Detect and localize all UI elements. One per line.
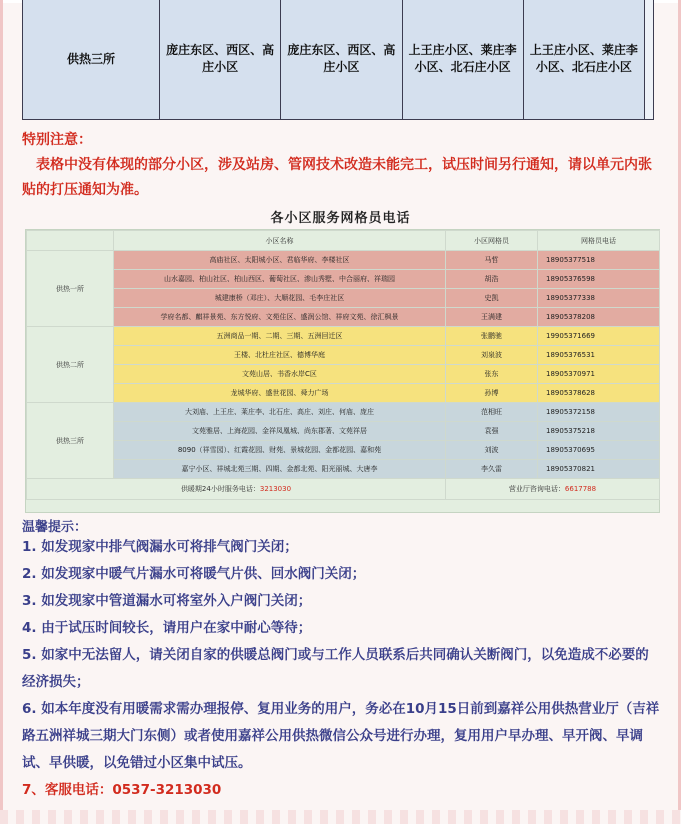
continued-schedule-table	[22, 0, 654, 120]
phone-number: 18905376598	[538, 270, 660, 289]
table-row	[27, 289, 660, 308]
business-hall-cell	[446, 479, 660, 500]
community-names: 学府名都、麒祥景苑、东方悦府、文苑住区、盛润公馆、祥府文苑、徐汇枫景	[114, 308, 446, 327]
community-names: 城建康桥（邓庄）、大顺花园、毛李庄社区	[114, 289, 446, 308]
table-row	[27, 441, 660, 460]
row-label-cell: 供热三所	[23, 0, 160, 120]
district-cell: 供热三所	[27, 403, 114, 479]
grid-staff-name: 范相旺	[446, 403, 538, 422]
phones-table-title: 各小区服务网格员电话	[270, 211, 411, 226]
community-names: 文苑雅居、上海花园、金祥凤凰城、尚东郡著、文苑祥居	[114, 422, 446, 441]
tip-item: 6. 如本年度没有用暖需求需办理报停、复用业务的用户，务必在10月15日前到嘉祥公用供热营业厅（吉祥路五洲祥城三期大门东侧）或者使用嘉祥公用供热微信公众号进行办理，复用用户早办理、早开阀、早调试、早供暖，以免错过小区集中试压。	[22, 701, 660, 771]
grid-staff-name: 王满建	[446, 308, 538, 327]
hotline-number: 3213030	[259, 485, 292, 493]
table-footer-row	[27, 479, 660, 500]
grid-staff-name: 史凯	[446, 289, 538, 308]
tips-title: 温馨提示：	[22, 520, 88, 535]
phone-number: 18905378208	[538, 308, 660, 327]
grid-staff-name: 李久雷	[446, 460, 538, 479]
table-row	[27, 403, 660, 422]
table-row	[27, 346, 660, 365]
grid-staff-name: 马哲	[446, 251, 538, 270]
grid-staff-name: 张东	[446, 365, 538, 384]
tips-list	[22, 534, 662, 804]
district-cell: 供热二所	[27, 327, 114, 403]
grid-staff-name: 刘泉波	[446, 346, 538, 365]
table-cell: 庞庄东区、西区、高庄小区	[160, 0, 281, 120]
grid-staff-name: 孙博	[446, 384, 538, 403]
page-left-border	[0, 0, 3, 824]
column-header: 网格员电话	[538, 231, 660, 251]
phone-number: 18905376531	[538, 346, 660, 365]
community-names: 山水嘉园、柏山社区、柏山西区、葡萄社区、渗山秀墅、中合丽府、祥瑞园	[114, 270, 446, 289]
table-row	[27, 308, 660, 327]
grid-staff-name: 袁强	[446, 422, 538, 441]
business-hall-label: 营业厅咨询电话：	[508, 485, 565, 493]
phone-number: 18905370821	[538, 460, 660, 479]
notice-body: 表格中没有体现的部分小区，涉及站房、管网技术改造未能完工，试压时间另行通知，请以单元内张贴的打压通知为准。	[22, 157, 652, 198]
decorative-bottom-pattern	[0, 810, 681, 824]
table-row	[27, 422, 660, 441]
table-cell: 上王庄小区、莱庄李小区、北石庄小区	[523, 0, 644, 120]
tip-item: 1. 如发现家中排气阀漏水可将排气阀门关闭；	[22, 539, 298, 555]
grid-staff-name: 张鹏驰	[446, 327, 538, 346]
phone-number: 18905378628	[538, 384, 660, 403]
community-names: 文苑山居、书香水岸C区	[114, 365, 446, 384]
community-names: 8090（祥雪园）、红霞花园、财苑、景城花园、金都花园、嘉和苑	[114, 441, 446, 460]
table-row	[27, 251, 660, 270]
table-header-row	[27, 231, 660, 251]
phone-number: 19905371669	[538, 327, 660, 346]
tip-item: 5. 如家中无法留人，请关闭自家的供暖总阀门或与工作人员联系后共同确认关断阀门，以免造成不必要的经济损失；	[22, 647, 649, 690]
business-hall-number: 6617788	[564, 485, 597, 493]
column-header	[27, 231, 114, 251]
table-row	[27, 327, 660, 346]
community-names: 五洲商品一期、二期、三期、五洲回迁区	[114, 327, 446, 346]
phone-number: 18905375218	[538, 422, 660, 441]
table-row	[27, 384, 660, 403]
grid-staff-name: 刘波	[446, 441, 538, 460]
table-row	[27, 270, 660, 289]
grid-staff-name: 胡浩	[446, 270, 538, 289]
table-row	[27, 365, 660, 384]
tip-item: 2. 如发现家中暖气片漏水可将暖气片供、回水阀门关闭；	[22, 566, 366, 582]
community-names: 龙城华府、盛世花园、舜力广场	[114, 384, 446, 403]
community-names: 高庙社区、太阳城小区、君临华府、李楼社区	[114, 251, 446, 270]
phone-number: 18905377518	[538, 251, 660, 270]
phone-number: 18905370695	[538, 441, 660, 460]
table-row	[27, 460, 660, 479]
phone-number: 18905370971	[538, 365, 660, 384]
district-cell: 供热一所	[27, 251, 114, 327]
notice-title: 特别注意：	[22, 132, 92, 148]
tip-item: 4. 由于试压时间较长，请用户在家中耐心等待；	[22, 620, 312, 636]
table-cell-empty	[645, 0, 654, 120]
phone-number: 18905372158	[538, 403, 660, 422]
grid-staff-phone-table	[25, 229, 660, 513]
table-cell: 上王庄小区、莱庄李小区、北石庄小区	[402, 0, 523, 120]
tip-item: 3. 如发现家中管道漏水可将室外入户阀门关闭；	[22, 593, 312, 609]
hotline-cell	[27, 479, 446, 500]
community-names: 嘉宁小区、祥城北苑三期、四期、金都北苑、阳光丽城、大唐李	[114, 460, 446, 479]
customer-service-phone: 7、客服电话：0537-3213030	[22, 782, 222, 798]
column-header: 小区名称	[114, 231, 446, 251]
hotline-label: 供暖期24小时服务电话：	[180, 485, 260, 493]
column-header: 小区网格员	[446, 231, 538, 251]
phone-number: 18905377338	[538, 289, 660, 308]
community-names: 王楼、北杜庄社区、德博华庭	[114, 346, 446, 365]
table-cell: 庞庄东区、西区、高庄小区	[281, 0, 402, 120]
table-row	[23, 0, 654, 120]
community-names: 大刘庙、上王庄、莱庄李、北石庄、高庄、刘庄、何庙、庞庄	[114, 403, 446, 422]
